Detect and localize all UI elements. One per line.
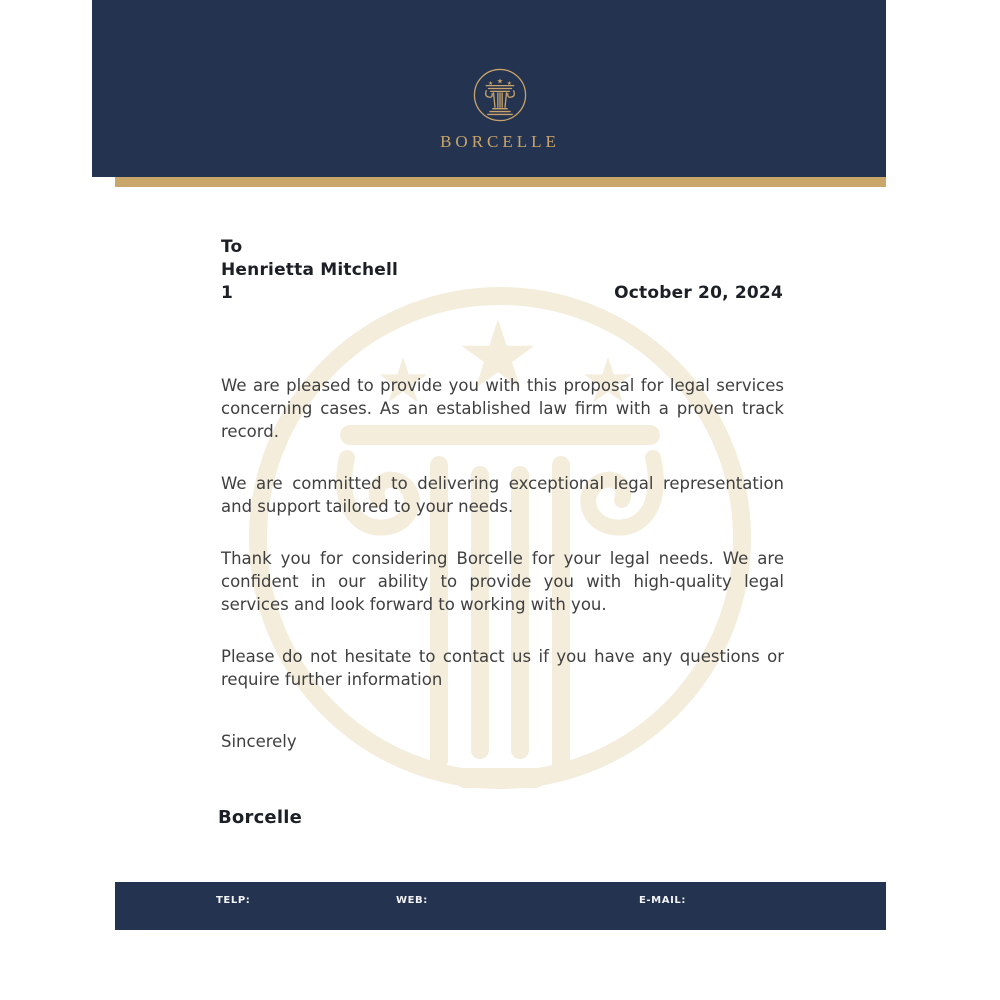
- svg-text:★: ★: [375, 344, 431, 417]
- recipient-number: 1: [221, 283, 234, 303]
- brand-block: [400, 59, 600, 152]
- svg-text:★: ★: [455, 301, 541, 411]
- letter-date: October 20, 2024: [614, 283, 783, 303]
- footer-phone-label: TELP:: [216, 895, 251, 906]
- column-pillar-icon: [462, 59, 538, 131]
- recipient-label: To: [221, 237, 243, 257]
- svg-text:★: ★: [506, 80, 512, 87]
- footer-web-label: WEB:: [396, 895, 428, 906]
- svg-text:★: ★: [488, 80, 494, 87]
- closing-line: Sincerely: [221, 732, 297, 751]
- footer-band: [115, 882, 886, 930]
- recipient-name: Henrietta Mitchell: [221, 260, 399, 280]
- svg-text:★: ★: [496, 76, 504, 86]
- footer-email-label: E-MAIL:: [639, 895, 686, 906]
- paragraph-4: Please do not hesitate to contact us if you have any questions or require further information: [221, 646, 784, 689]
- paragraph-3: Thank you for considering Borcelle for your legal needs. We are confident in our ability to provide you with high-quality legal services and look forward to working with you.: [221, 548, 784, 614]
- svg-text:★: ★: [580, 344, 636, 417]
- brand-wordmark: BORCELLE: [440, 132, 560, 151]
- signature-name: Borcelle: [218, 807, 302, 828]
- paragraph-2: We are committed to delivering exceptional legal representation and support tailored to your needs.: [221, 473, 784, 516]
- paragraph-1: We are pleased to provide you with this proposal for legal services concerning cases. As an established law firm with a proven track record.: [221, 375, 784, 441]
